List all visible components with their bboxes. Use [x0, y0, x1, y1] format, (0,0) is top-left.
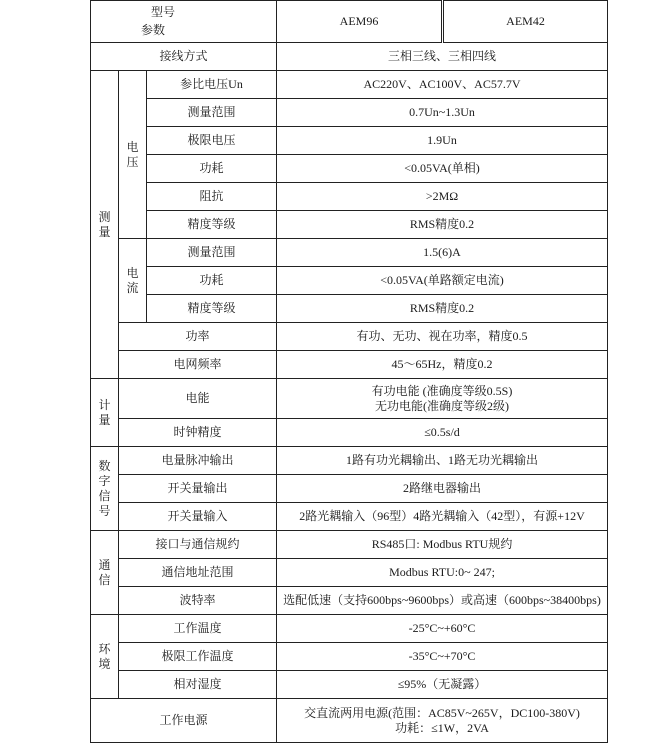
- row-label: 工作电源: [91, 699, 277, 743]
- table-row: [91, 531, 608, 559]
- row-value: 1.5(6)A: [277, 239, 608, 267]
- row-label: 精度等级: [147, 211, 277, 239]
- row-value: 选配低速（支持600bps~9600bps）或高速（600bps~38400bps): [277, 587, 608, 615]
- row-label: 测量范围: [147, 239, 277, 267]
- voltage-group-label: 电 压: [119, 71, 147, 239]
- row-value: 有功、无功、视在功率，精度0.5: [277, 323, 608, 351]
- table-row: [91, 211, 608, 239]
- model-label: 型号: [151, 5, 176, 19]
- row-value: 0.7Un~1.3Un: [277, 99, 608, 127]
- row-value: <0.05VA(单相): [277, 155, 608, 183]
- row-label: 通信地址范围: [119, 559, 277, 587]
- row-label: 开关量输出: [119, 475, 277, 503]
- table-row: [91, 475, 608, 503]
- row-label: 波特率: [119, 587, 277, 615]
- table-row: [91, 71, 608, 99]
- row-value: 45～65Hz，精度0.2: [277, 351, 608, 379]
- row-label: 功耗: [147, 155, 277, 183]
- table-row: [91, 559, 608, 587]
- wiring-value: 三相三线、三相四线: [277, 43, 608, 71]
- row-label: 相对湿度: [119, 671, 277, 699]
- table-row: [91, 239, 608, 267]
- table-row: [91, 183, 608, 211]
- row-value: RMS精度0.2: [277, 295, 608, 323]
- env-group-label: 环 境: [91, 615, 119, 699]
- row-label: 极限电压: [147, 127, 277, 155]
- table-row: [91, 447, 608, 475]
- current-group-label: 电 流: [119, 239, 147, 323]
- row-label: 测量范围: [147, 99, 277, 127]
- row-value: RMS精度0.2: [277, 211, 608, 239]
- row-label: 阻抗: [147, 183, 277, 211]
- model-a: AEM96: [277, 1, 443, 43]
- table-row: [91, 419, 608, 447]
- table-row: [91, 643, 608, 671]
- comm-group-label: 通 信: [91, 531, 119, 615]
- row-value: 有功电能 (准确度等级0.5S) 无功电能(准确度等级2级): [277, 379, 608, 419]
- row-label: 精度等级: [147, 295, 277, 323]
- row-label: 电网频率: [119, 351, 277, 379]
- table-row: [91, 379, 608, 419]
- wiring-label: 接线方式: [91, 43, 277, 71]
- row-value: <0.05VA(单路额定电流): [277, 267, 608, 295]
- row-label: 接口与通信规约: [119, 531, 277, 559]
- row-value: 1路有功光耦输出、1路无功光耦输出: [277, 447, 608, 475]
- row-label: 时钟精度: [119, 419, 277, 447]
- table-row: [91, 295, 608, 323]
- table-row: [91, 155, 608, 183]
- row-label: 参比电压Un: [147, 71, 277, 99]
- spec-table: [90, 0, 608, 743]
- row-label: 电量脉冲输出: [119, 447, 277, 475]
- table-row: [91, 587, 608, 615]
- row-label: 工作温度: [119, 615, 277, 643]
- measure-group-label: 测 量: [91, 71, 119, 379]
- row-value: 2路继电器输出: [277, 475, 608, 503]
- table-row: [91, 615, 608, 643]
- table-row: [91, 671, 608, 699]
- table-row: [91, 99, 608, 127]
- model-b: AEM42: [443, 1, 608, 43]
- row-value: 1.9Un: [277, 127, 608, 155]
- param-label: 参数: [141, 23, 166, 37]
- row-value: 交直流两用电源(范围：AC85V~265V，DC100-380V) 功耗：≤1W，2VA: [277, 699, 608, 743]
- row-value: ≤0.5s/d: [277, 419, 608, 447]
- table-row: [91, 323, 608, 351]
- row-value: 2路光耦输入（96型）4路光耦输入（42型），有源+12V: [277, 503, 608, 531]
- row-value: ≤95%（无凝露）: [277, 671, 608, 699]
- row-value: -25°C~+60°C: [277, 615, 608, 643]
- row-value: Modbus RTU:0~ 247;: [277, 559, 608, 587]
- table-row: [91, 503, 608, 531]
- header-corner-cell: [91, 1, 277, 43]
- row-label: 极限工作温度: [119, 643, 277, 671]
- header-row: [91, 1, 608, 43]
- digital-group-label: 数 字 信 号: [91, 447, 119, 531]
- row-label: 功耗: [147, 267, 277, 295]
- row-label: 电能: [119, 379, 277, 419]
- row-label: 功率: [119, 323, 277, 351]
- table-row: [91, 699, 608, 743]
- table-row: [91, 127, 608, 155]
- metering-group-label: 计 量: [91, 379, 119, 447]
- wiring-row: [91, 43, 608, 71]
- row-value: -35°C~+70°C: [277, 643, 608, 671]
- table-row: [91, 351, 608, 379]
- row-label: 开关量输入: [119, 503, 277, 531]
- table-row: [91, 267, 608, 295]
- row-value: >2MΩ: [277, 183, 608, 211]
- row-value: RS485口: Modbus RTU规约: [277, 531, 608, 559]
- row-value: AC220V、AC100V、AC57.7V: [277, 71, 608, 99]
